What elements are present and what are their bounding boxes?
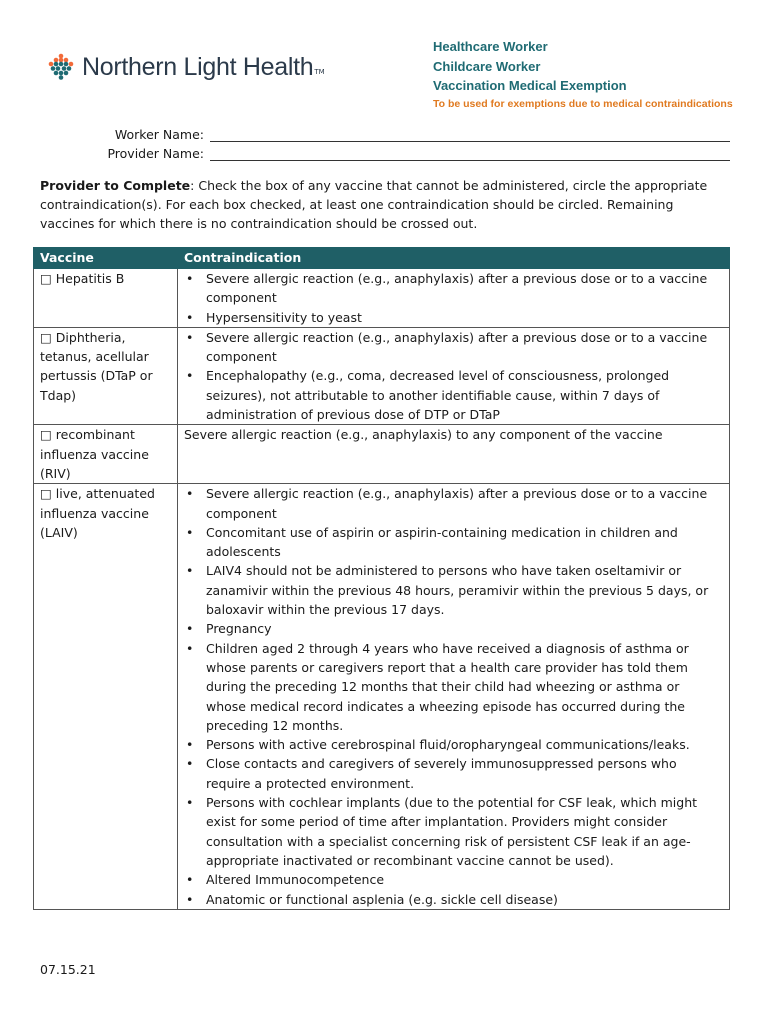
form-header [433,37,733,110]
list-item[interactable]: • LAIV4 should not be administered to persons who have taken oseltamivir or zanamivir within the previous 48 hours, peramivir within the previous 5 days, or baloxavir within the previous 17 days. [186,563,709,618]
contraindication-cell [178,327,730,424]
table-row [34,425,730,484]
list-item[interactable]: • Close contacts and caregivers of severely immunosuppressed persons who require a protected environment. [186,756,677,791]
contraindication-cell [178,484,730,910]
table-row [34,484,730,910]
list-item[interactable]: • Encephalopathy (e.g., coma, decreased level of consciousness, prolonged seizures), not attributable to another identifiable cause, within 7 days of administration of previous dose of DTP or DTaP [186,368,670,423]
provider-name-field [40,143,730,161]
list-item[interactable]: • Persons with cochlear implants (due to the potential for CSF leak, which might exist for some period of time after implantation. Providers might consider consultation with a specialist concerning risk of persistent CSF leak if an age-appropriate inactivated or recombinant vaccine cannot be used). [186,795,698,868]
provider-name-input[interactable] [210,148,730,161]
worker-name-label: Worker Name: [114,127,204,142]
logo [46,52,325,82]
vaccine-dtap-tdap[interactable]: □ Diphtheria, tetanus, acellular pertussis (DTaP or Tdap) [34,327,178,424]
header-line-1: Healthcare Worker [433,39,548,54]
pinecone-logo-icon [46,52,76,82]
instructions [40,176,730,233]
vaccine-column-header: Vaccine [34,248,178,269]
list-item[interactable]: • Persons with active cerebrospinal fluid/oropharyngeal communications/leaks. [186,737,690,753]
table-row [34,269,730,328]
header-line-3: Vaccination Medical Exemption [433,78,627,93]
contraindication-column-header: Contraindication [178,248,730,269]
vaccine-table [33,247,730,910]
vaccine-riv[interactable]: □ recombinant influenza vaccine (RIV) [34,425,178,484]
worker-name-input[interactable] [210,129,730,142]
table-header-row [34,248,730,269]
list-item[interactable]: • Children aged 2 through 4 years who have received a diagnosis of asthma or whose parents or caregivers report that a health care provider has told them during the preceding 12 months that their child had wheezing or asthma or whose medical record indicates a wheezing episode has occurred during the preceding 12 months. [186,640,689,733]
list-item[interactable]: • Pregnancy [186,621,272,637]
contraindication-cell [178,425,730,484]
list-item[interactable]: Severe allergic reaction (e.g., anaphylaxis) to any component of the vaccine [184,427,663,443]
logo-text: Northern Light Health [82,52,314,81]
header-line-2: Childcare Worker [433,58,541,74]
list-item[interactable]: • Hypersensitivity to yeast [186,309,362,325]
logo-trademark: TM [314,68,325,76]
vaccine-laiv[interactable]: □ live, attenuated influenza vaccine (LAIV) [34,484,178,910]
instructions-body: : Check the box of any vaccine that cannot be administered, circle the appropriate contraindication(s). For each box checked, at least one contraindication should be circled. Remaining vaccines for which there is no contraindication should be crossed out. [40,178,708,231]
list-item[interactable]: • Concomitant use of aspirin or aspirin-containing medication in children and adolescents [186,524,678,560]
list-item[interactable]: • Severe allergic reaction (e.g., anaphylaxis) after a previous dose or to a vaccine component [186,329,708,365]
list-item[interactable]: • Severe allergic reaction (e.g., anaphylaxis) after a previous dose or to a vaccine component [186,271,708,306]
worker-name-field [40,124,730,142]
list-item[interactable]: • Severe allergic reaction (e.g., anaphylaxis) after a previous dose or to a vaccine component [186,486,708,521]
vaccine-hepatitis-b[interactable]: □ Hepatitis B [34,269,178,328]
list-item[interactable]: • Altered Immunocompetence [186,872,385,888]
footer-date: 07.15.21 [40,962,96,977]
table-row [34,327,730,424]
instructions-lead: Provider to Complete [40,178,191,193]
provider-name-label: Provider Name: [107,146,204,161]
header-subtitle: To be used for exemptions due to medical contraindications [433,97,733,110]
list-item[interactable]: • Anatomic or functional asplenia (e.g. sickle cell disease) [186,891,558,907]
contraindication-cell [178,269,730,328]
